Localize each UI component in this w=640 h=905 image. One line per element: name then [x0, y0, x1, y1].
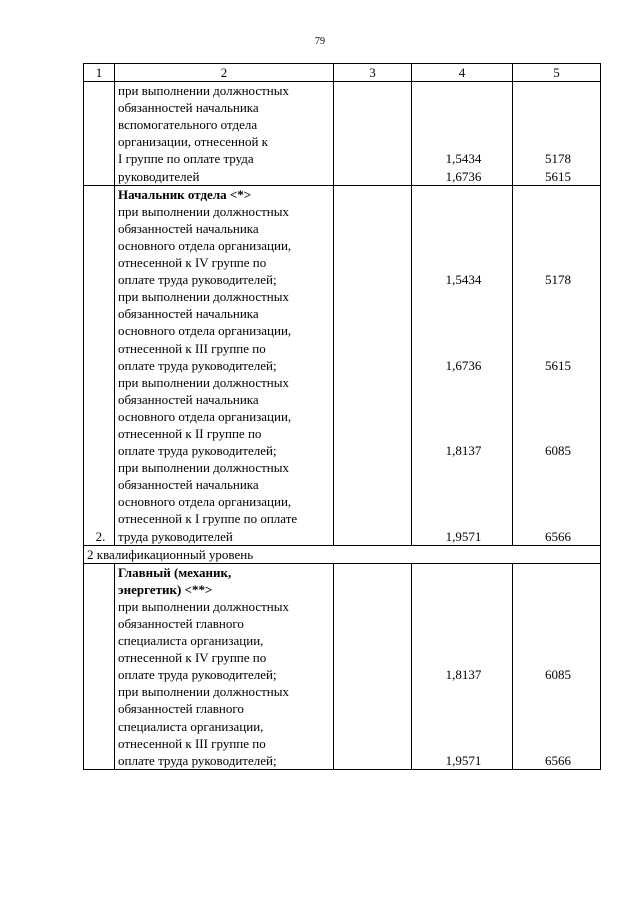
description-line: оплате труда руководителей; [118, 443, 277, 459]
description-line: основного отдела организации, [118, 237, 292, 253]
description-line: оплате труда руководителей; [118, 667, 277, 683]
salary-table [83, 63, 601, 770]
description-line: основного отдела организации, [118, 323, 292, 339]
table-header-row [84, 64, 601, 82]
header-cell-3: 3 [334, 64, 412, 82]
salary-cell [513, 563, 601, 769]
description-line: обязанностей начальника [118, 477, 259, 493]
description-line: обязанностей главного [118, 701, 244, 717]
row-number [84, 563, 115, 769]
description-line: оплате труда руководителей; [118, 272, 277, 288]
description-line: вспомогательного отдела [118, 117, 258, 133]
table-row [84, 563, 601, 769]
description-line: I группе по оплате труда [118, 151, 254, 167]
header-cell-2: 2 [115, 64, 334, 82]
column-3-cell [334, 563, 412, 769]
coefficient-cell [412, 563, 513, 769]
description-line: обязанностей начальника [118, 391, 259, 407]
salary-cell [513, 185, 601, 545]
description-line: отнесенной к III группе по [118, 340, 266, 356]
salary-value: 5615 [545, 168, 571, 184]
coefficient-value: 1,5434 [445, 272, 482, 288]
coefficient-value: 1,9571 [445, 752, 482, 768]
coefficient-value: 1,6736 [445, 168, 482, 184]
position-title: Начальник отдела <*> [118, 186, 252, 202]
description-line: отнесенной к IV группе по [118, 650, 267, 666]
row-number [84, 82, 115, 186]
table-row [84, 82, 601, 186]
description-line: основного отдела организации, [118, 408, 292, 424]
description-line: отнесенной к III группе по [118, 735, 266, 751]
position-title: Главный (механик, [118, 564, 232, 580]
qualification-level-heading: 2 квалификационный уровень [84, 545, 601, 563]
description-line: обязанностей главного [118, 616, 244, 631]
salary-value: 5615 [545, 357, 571, 373]
header-cell-1: 1 [84, 64, 115, 82]
position-description [115, 185, 334, 545]
description-line: при выполнении должностных [118, 374, 289, 390]
table-row [84, 545, 601, 563]
header-cell-5: 5 [513, 64, 601, 82]
column-3-cell [334, 82, 412, 186]
description-line: организации, отнесенной к [118, 134, 268, 150]
column-3-cell [334, 185, 412, 545]
description-line: при выполнении должностных [118, 684, 289, 700]
position-title: энергетик) <**> [118, 581, 213, 597]
description-line: труда руководителей [118, 528, 233, 544]
description-line: обязанностей начальника [118, 220, 259, 236]
salary-value: 6085 [545, 443, 571, 459]
salary-value: 6085 [545, 667, 571, 683]
salary-value: 6566 [545, 752, 571, 768]
description-line: при выполнении должностных [118, 460, 289, 476]
description-line: отнесенной к IV группе по [118, 255, 267, 271]
salary-cell [513, 82, 601, 186]
description-line: при выполнении должностных [118, 289, 289, 305]
salary-value: 6566 [545, 528, 571, 544]
coefficient-value: 1,5434 [445, 151, 482, 167]
description-line: оплате труда руководителей; [118, 752, 277, 768]
description-line: оплате труда руководителей; [118, 357, 277, 373]
coefficient-cell [412, 82, 513, 186]
table-row [84, 185, 601, 545]
description-line: обязанностей начальника [118, 100, 259, 116]
position-description [115, 563, 334, 769]
coefficient-value: 1,9571 [445, 528, 482, 544]
row-number: 2. [84, 185, 115, 545]
position-description [115, 82, 334, 186]
description-line: при выполнении должностных [118, 203, 289, 219]
salary-value: 5178 [545, 272, 571, 288]
description-line: руководителей [118, 168, 200, 184]
header-cell-4: 4 [412, 64, 513, 82]
description-line: специалиста организации, [118, 633, 264, 649]
coefficient-value: 1,8137 [445, 667, 482, 683]
coefficient-value: 1,6736 [445, 357, 482, 373]
coefficient-cell [412, 185, 513, 545]
coefficient-value: 1,8137 [445, 443, 482, 459]
description-line: специалиста организации, [118, 718, 264, 734]
description-line: отнесенной к I группе по оплате [118, 511, 298, 527]
description-line: при выполнении должностных [118, 598, 289, 614]
description-line: обязанностей начальника [118, 306, 259, 322]
description-line: основного отдела организации, [118, 494, 292, 510]
salary-value: 5178 [545, 151, 571, 167]
description-line: при выполнении должностных [118, 83, 289, 99]
description-line: отнесенной к II группе по [118, 425, 262, 441]
page-number: 79 [315, 36, 325, 47]
